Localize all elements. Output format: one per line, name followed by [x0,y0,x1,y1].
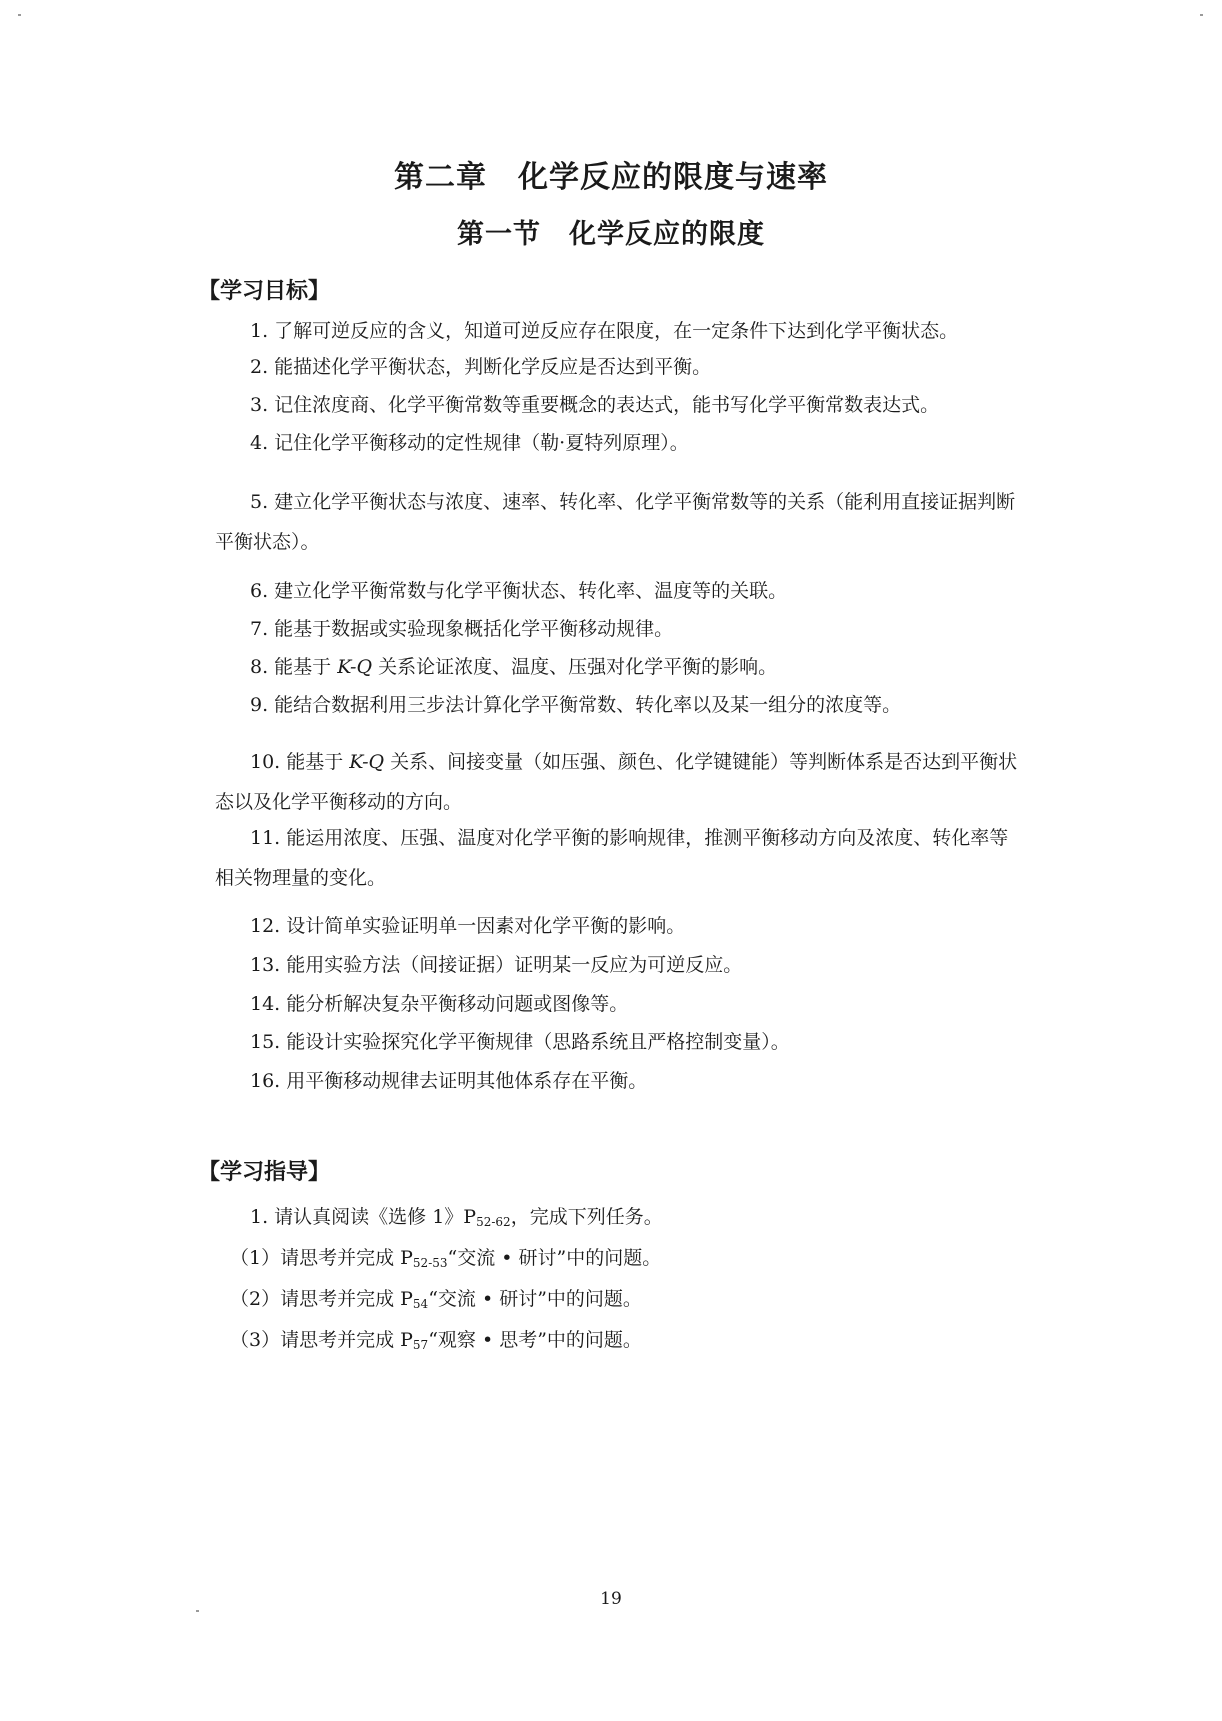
guide-main-post: ，完成下列任务。 [510,1206,663,1228]
goal-item-16: 16. 用平衡移动规律去证明其他体系存在平衡。 [250,1070,648,1092]
learning-goals-heading: 【学习目标】 [198,279,331,304]
page-number: 19 [600,1589,622,1609]
goal-item-5: 5. 建立化学平衡状态与浓度、速率、转化率、化学平衡常数等的关系（能利用直接证据判断平衡状态）。 [215,491,1016,553]
chapter-title: 第二章 化学反应的限度与速率 [394,160,828,195]
goal-item-8-kq: K-Q [337,656,373,678]
goal-item-11: 11. 能运用浓度、压强、温度对化学平衡的影响规律，推测平衡移动方向及浓度、转化率等相关物理量的变化。 [215,827,1009,889]
guide-main-pre: 1. 请认真阅读《选修 1》P [250,1206,477,1228]
guide-task-3-pre: （3）请思考并完成 P [230,1329,413,1351]
guide-task-2-pages: 54 [412,1297,429,1311]
goal-item-8 [215,647,1025,687]
guide-task-1 [230,1243,661,1278]
guide-task-2-post: “交流 • 研讨”中的问题。 [428,1288,642,1310]
goal-item-3: 3. 记住浓度商、化学平衡常数等重要概念的表达式，能书写化学平衡常数表达式。 [250,394,940,416]
guide-main-item [250,1202,663,1237]
goal-item-8-prefix: 8. 能基于 [250,656,338,678]
goal-item-10-prefix: 10. 能基于 [250,751,350,773]
goal-item-2: 2. 能描述化学平衡状态，判断化学反应是否达到平衡。 [250,356,712,378]
goal-item-10-kq: K-Q [349,751,385,773]
scan-speck [1200,14,1203,16]
guide-task-2-pre: （2）请思考并完成 P [230,1288,413,1310]
goal-item-7: 7. 能基于数据或实验现象概括化学平衡移动规律。 [250,618,674,640]
guide-task-3-post: “观察 • 思考”中的问题。 [428,1329,642,1351]
goal-item-15: 15. 能设计实验探究化学平衡规律（思路系统且严格控制变量）。 [250,1031,790,1053]
goal-item-6: 6. 建立化学平衡常数与化学平衡状态、转化率、温度等的关联。 [250,580,788,602]
guide-main-pages: 52-62 [476,1215,511,1229]
section-title: 第一节 化学反应的限度 [457,219,765,250]
goal-item-13: 13. 能用实验方法（间接证据）证明某一反应为可逆反应。 [250,954,743,976]
goal-item-8-suffix: 关系论证浓度、温度、压强对化学平衡的影响。 [372,656,778,678]
learning-guide-heading: 【学习指导】 [198,1160,331,1185]
goal-item-10-suffix: 关系、间接变量（如压强、颜色、化学键键能）等判断体系是否达到平衡状态以及化学平衡移动的方向。 [215,751,1018,813]
guide-task-3 [230,1325,642,1360]
goal-item-1: 1. 了解可逆反应的含义，知道可逆反应存在限度，在一定条件下达到化学平衡状态。 [250,320,959,342]
scan-speck [196,1610,199,1612]
guide-task-1-post: “交流 • 研讨”中的问题。 [447,1247,662,1269]
goal-item-14: 14. 能分析解决复杂平衡移动问题或图像等。 [250,993,629,1015]
guide-task-3-pages: 57 [412,1338,429,1352]
goal-item-12: 12. 设计简单实验证明单一因素对化学平衡的影响。 [250,915,686,937]
scan-speck [18,14,21,16]
guide-task-2 [230,1284,642,1319]
goal-item-9: 9. 能结合数据利用三步法计算化学平衡常数、转化率以及某一组分的浓度等。 [250,694,902,716]
guide-task-1-pages: 52-53 [412,1256,448,1270]
guide-task-1-pre: （1）请思考并完成 P [230,1247,413,1269]
goal-item-4: 4. 记住化学平衡移动的定性规律（勒·夏特列原理）。 [250,432,689,454]
goal-item-10 [215,742,1025,822]
